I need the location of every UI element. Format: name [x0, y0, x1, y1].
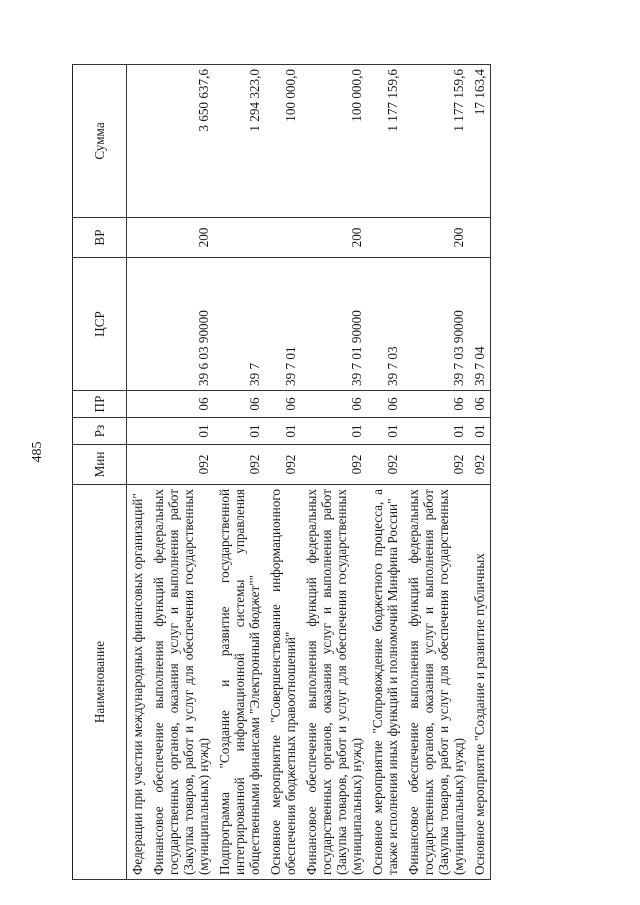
row-vr — [127, 218, 149, 258]
row-min: 092 — [469, 445, 491, 485]
row-pr: 06 — [265, 391, 301, 418]
row-sum: 17 163,4 — [469, 65, 491, 218]
header-rz: Рз — [73, 418, 127, 445]
row-name: Финансовое обеспечение выполнения функций федеральных государственных органов, оказания услуг и выполнения работ (Закупка товаров, работ и услуг для обеспечения государственных (муниципальных) нужд) — [148, 485, 214, 880]
header-vr: ВР — [73, 218, 127, 258]
row-name: Основное мероприятие "Сопровождение бюджетного процесса, а также исполнения иных функций и полномочий Минфина России" — [367, 485, 403, 880]
row-vr: 200 — [301, 218, 367, 258]
row-rz: 01 — [301, 418, 367, 445]
row-name: Финансовое обеспечение выполнения функций федеральных государственных органов, оказания услуг и выполнения работ (Закупка товаров, работ и услуг для обеспечения государственных (муниципальных) нужд) — [301, 485, 367, 880]
row-pr: 06 — [214, 391, 265, 418]
row-sum: 100 000,0 — [301, 65, 367, 218]
row-vr — [469, 218, 491, 258]
row-vr — [265, 218, 301, 258]
row-sum: 1 177 159,6 — [367, 65, 403, 218]
row-rz: 01 — [403, 418, 469, 445]
row-rz: 01 — [214, 418, 265, 445]
table-row — [265, 65, 301, 880]
rotated-table-container — [72, 65, 612, 880]
table-row — [301, 65, 367, 880]
row-name: Основное мероприятие "Создание и развитие публичных — [469, 485, 491, 880]
page-number: 485 — [30, 441, 45, 463]
row-min: 092 — [148, 445, 214, 485]
table-row — [148, 65, 214, 880]
table-row — [469, 65, 491, 880]
row-rz: 01 — [469, 418, 491, 445]
row-vr — [214, 218, 265, 258]
row-sum — [127, 65, 149, 218]
row-sum: 100 000,0 — [265, 65, 301, 218]
row-min: 092 — [265, 445, 301, 485]
row-csr: 39 7 01 90000 — [301, 258, 367, 391]
row-name: Федерации при участии международных финансовых организаций" — [127, 485, 149, 880]
header-csr: ЦСР — [73, 258, 127, 391]
row-name: Подпрограмма "Создание и развитие государственной интегрированной информационной системы управления общественными финансами "Электронный бюджет"" — [214, 485, 265, 880]
header-pr: ПР — [73, 391, 127, 418]
row-rz: 01 — [367, 418, 403, 445]
table-row — [127, 65, 149, 880]
row-pr: 06 — [367, 391, 403, 418]
table-row — [367, 65, 403, 880]
header-min: Мин — [73, 445, 127, 485]
row-pr — [127, 391, 149, 418]
row-vr: 200 — [148, 218, 214, 258]
row-csr: 39 7 01 — [265, 258, 301, 391]
row-pr: 06 — [148, 391, 214, 418]
row-sum: 3 650 637,6 — [148, 65, 214, 218]
row-rz: 01 — [148, 418, 214, 445]
header-name: Наименование — [73, 485, 127, 880]
row-sum: 1 177 159,6 — [403, 65, 469, 218]
table-header-row — [73, 65, 127, 880]
row-rz: 01 — [265, 418, 301, 445]
row-sum: 1 294 323,0 — [214, 65, 265, 218]
row-min: 092 — [301, 445, 367, 485]
row-name: Основное мероприятие "Совершенствование информационного обеспечения бюджетных правоотношений" — [265, 485, 301, 880]
row-csr: 39 6 03 90000 — [148, 258, 214, 391]
row-csr: 39 7 — [214, 258, 265, 391]
budget-table — [72, 64, 491, 880]
row-rz — [127, 418, 149, 445]
table-row — [214, 65, 265, 880]
row-pr: 06 — [403, 391, 469, 418]
row-min: 092 — [214, 445, 265, 485]
row-pr: 06 — [469, 391, 491, 418]
row-vr: 200 — [403, 218, 469, 258]
row-min: 092 — [403, 445, 469, 485]
row-name: Финансовое обеспечение выполнения функций федеральных государственных органов, оказания услуг и выполнения работ (Закупка товаров, работ и услуг для обеспечения государственных (муниципальных) нужд) — [403, 485, 469, 880]
row-vr — [367, 218, 403, 258]
header-sum: Сумма — [73, 65, 127, 218]
row-pr: 06 — [301, 391, 367, 418]
row-min — [127, 445, 149, 485]
table-row — [403, 65, 469, 880]
row-csr: 39 7 03 90000 — [403, 258, 469, 391]
row-min: 092 — [367, 445, 403, 485]
row-csr: 39 7 03 — [367, 258, 403, 391]
row-csr: 39 7 04 — [469, 258, 491, 391]
row-csr — [127, 258, 149, 391]
